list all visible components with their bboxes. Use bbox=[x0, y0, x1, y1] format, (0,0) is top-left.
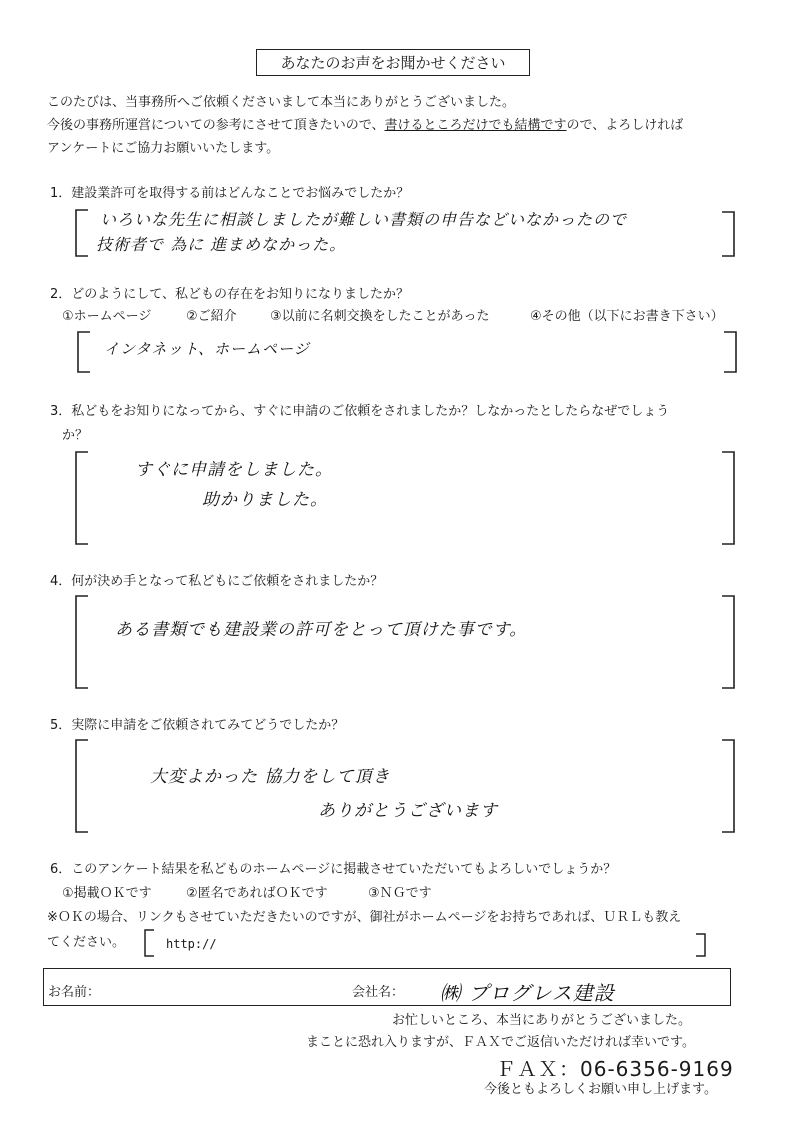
intro-line-2 bbox=[47, 118, 683, 134]
url-left-bracket bbox=[140, 928, 158, 958]
page-title: あなたのお声をお聞かせください bbox=[256, 49, 530, 76]
q2-answer[interactable]: インタネット、ホームページ bbox=[104, 340, 310, 358]
q6-question: 6．このアンケート結果を私どものホームページに掲載させていただいてもよろしいでしょうか？ bbox=[50, 862, 617, 877]
q2-option-1[interactable]: ①ホームページ bbox=[62, 309, 152, 324]
q4-question: 4．何が決め手となって私どもにご依頼をされましたか？ bbox=[50, 574, 384, 589]
company-field[interactable]: ㈱ プログレス建設 bbox=[440, 981, 615, 1005]
q5-answer-line-2[interactable]: ありがとうございます bbox=[318, 801, 498, 821]
q6-note-line-2: てください。 bbox=[47, 935, 126, 950]
q4-answer[interactable]: ある書類でも建設業の許可をとって頂けた事です。 bbox=[115, 620, 528, 640]
name-label: お名前： bbox=[48, 985, 101, 1000]
q3-question-line-1: 3．私どもをお知りになってから、すぐに申請のご依頼をされましたか？しなかったとしたらなぜでしょう bbox=[50, 404, 670, 419]
q3-right-bracket bbox=[718, 450, 742, 546]
intro-line-2c: ので、よろしければ bbox=[566, 118, 684, 133]
q5-answer-line-1[interactable]: 大変よかった 協力をして頂き bbox=[150, 767, 391, 787]
q1-question: 1．建設業許可を取得する前はどんなことでお悩みでしたか？ bbox=[50, 186, 410, 201]
url-input[interactable]: http:// bbox=[166, 937, 217, 951]
q6-option-3[interactable]: ③ＮＧです bbox=[368, 886, 432, 901]
q3-answer-line-1[interactable]: すぐに申請をしました。 bbox=[135, 460, 333, 480]
q2-option-2[interactable]: ②ご紹介 bbox=[186, 309, 237, 324]
intro-line-2a: 今後の事務所運営についての参考にさせて頂きたいので、 bbox=[47, 118, 385, 133]
q5-right-bracket bbox=[718, 738, 742, 834]
q2-right-bracket bbox=[720, 330, 744, 374]
q1-answer-line-1[interactable]: いろいな先生に相談しましたが難しい書類の申告などいなかったので bbox=[100, 210, 628, 229]
intro-line-1: このたびは、当事務所へご依頼くださいまして本当にありがとうございました。 bbox=[47, 95, 516, 110]
q1-answer-line-2[interactable]: 技術者で 為に 進まめなかった。 bbox=[96, 235, 347, 254]
q4-left-bracket bbox=[70, 594, 94, 690]
q6-note-line-1: ※ＯＫの場合、リンクもさせていただきたいのですが、御社がホームページをお持ちであれば、ＵＲＬも教え bbox=[47, 910, 682, 925]
footer-thanks: お忙しいところ、本当にありがとうございました。 bbox=[392, 1013, 692, 1028]
q3-left-bracket bbox=[70, 450, 94, 546]
q1-right-bracket bbox=[718, 210, 742, 258]
q3-answer-line-2[interactable]: 助かりました。 bbox=[202, 490, 328, 510]
q2-question: 2．どのようにして、私どもの存在をお知りになりましたか？ bbox=[50, 287, 410, 302]
q5-left-bracket bbox=[70, 738, 94, 834]
q1-left-bracket bbox=[70, 208, 94, 258]
name-field[interactable] bbox=[120, 982, 340, 1002]
q6-option-1[interactable]: ①掲載ＯＫです bbox=[62, 886, 152, 901]
q2-option-4[interactable]: ④その他（以下にお書き下さい） bbox=[530, 309, 724, 324]
q2-option-3[interactable]: ③以前に名刺交換をしたことがあった bbox=[270, 309, 490, 324]
fax-number: ＦＡＸ：06-6356-9169 bbox=[496, 1057, 734, 1081]
q2-left-bracket bbox=[72, 330, 96, 374]
footer-closing: 今後ともよろしくお願い申し上げます。 bbox=[484, 1082, 717, 1097]
q5-question: 5．実際に申請をご依頼されてみてどうでしたか？ bbox=[50, 718, 345, 733]
intro-line-3: アンケートにご協力お願いいたします。 bbox=[47, 141, 280, 156]
company-label: 会社名： bbox=[352, 985, 405, 1000]
q6-option-2[interactable]: ②匿名であればＯＫです bbox=[186, 886, 328, 901]
url-right-bracket bbox=[692, 932, 710, 958]
footer-request: まことに恐れ入りますが、ＦＡＸでご返信いただければ幸いです。 bbox=[306, 1035, 695, 1050]
intro-underlined: 書けるところだけでも結構です bbox=[384, 118, 567, 133]
q3-question-line-2: か？ bbox=[62, 428, 89, 443]
q4-right-bracket bbox=[718, 594, 742, 690]
